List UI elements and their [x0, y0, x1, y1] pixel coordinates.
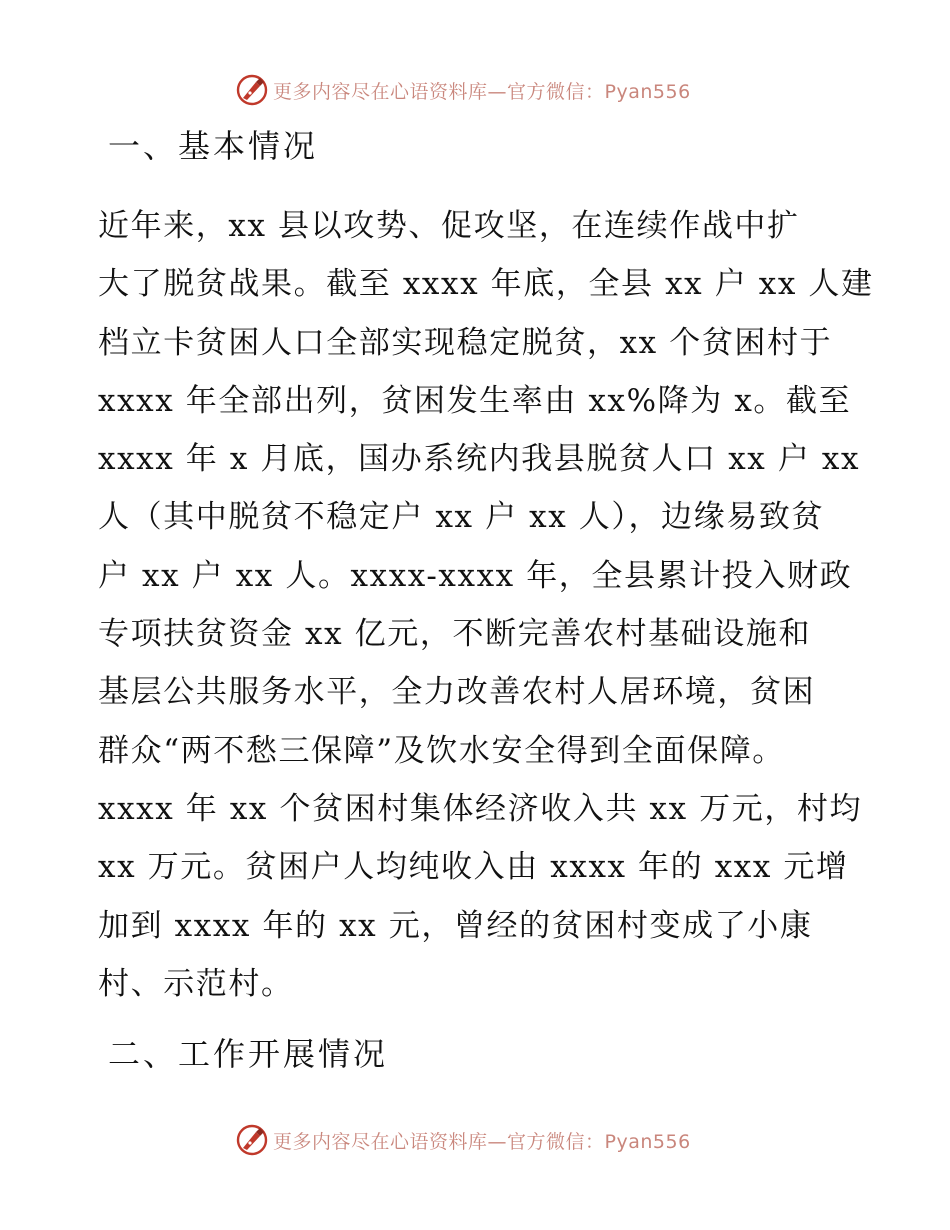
body-line: xxxx 年 xx 个贫困村集体经济收入共 xx 万元，村均 — [98, 790, 863, 827]
body-line: 户 xx 户 xx 人。xxxx-xxxx 年，全县累计投入财政 — [98, 557, 853, 594]
body-line: 群众“两不愁三保障”及饮水安全得到全面保障。 — [98, 732, 785, 769]
body-line: 大了脱贫战果。截至 xxxx 年底，全县 xx 户 xx 人建 — [98, 266, 874, 303]
body-line: 档立卡贫困人口全部实现稳定脱贫，xx 个贫困村于 — [98, 324, 833, 361]
header-banner-text: 更多内容尽在心语资料库—官方微信：Pyan556 — [273, 80, 691, 103]
body-line: xx 万元。贫困户人均纯收入由 xxxx 年的 xxx 元增 — [98, 849, 849, 886]
body-line: 专项扶贫资金 xx 亿元，不断完善农村基础设施和 — [98, 616, 812, 653]
section-1-body — [98, 197, 874, 1013]
footer-banner-text: 更多内容尽在心语资料库—官方微信：Pyan556 — [273, 1130, 691, 1153]
body-line: 近年来，xx 县以攻势、促攻坚，在连续作战中扩 — [98, 208, 800, 244]
body-line: xxxx 年全部出列，贫困发生率由 xx%降为 x。截至 — [98, 382, 852, 419]
body-line: xxxx 年 x 月底，国办系统内我县脱贫人口 xx 户 xx — [98, 441, 861, 478]
body-line: 村、示范村。 — [98, 965, 294, 1002]
pen-nib-circle-icon — [235, 73, 269, 107]
section-1-heading: 一、基本情况 — [108, 127, 319, 165]
body-line: 人（其中脱贫不稳定户 xx 户 xx 人），边缘易致贫 — [98, 499, 825, 536]
body-line: 基层公共服务水平，全力改善农村人居环境，贫困 — [98, 674, 816, 711]
header-banner — [235, 72, 691, 108]
pen-nib-circle-icon — [235, 1123, 269, 1157]
body-line: 加到 xxxx 年的 xx 元，曾经的贫困村变成了小康 — [98, 907, 813, 944]
section-2-heading: 二、工作开展情况 — [108, 1035, 389, 1073]
footer-banner — [235, 1122, 691, 1158]
